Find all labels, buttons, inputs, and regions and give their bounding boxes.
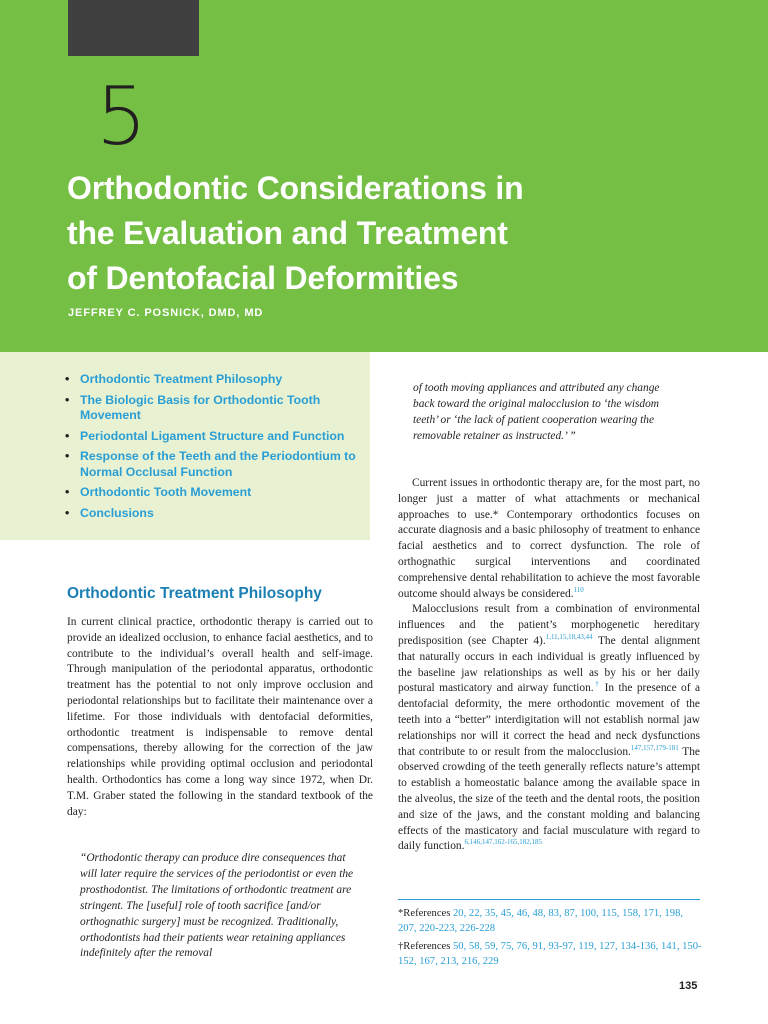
footnote-label: *References: [398, 908, 453, 919]
left-column-text: [67, 615, 373, 820]
chapter-title: [67, 166, 757, 301]
citation-ref[interactable]: †: [593, 680, 601, 689]
body-paragraph: [398, 476, 700, 602]
page-number: 135: [679, 980, 698, 992]
paragraph-text: Malocclusions result from a combination of environmental influences and the patient’s morphogenetic hereditary predisposition (see Chapter 4).: [398, 603, 700, 647]
outline-item[interactable]: • Response of the Teeth and the Periodontium to Normal Occlusal Function: [65, 449, 365, 480]
outline-item[interactable]: • Periodontal Ligament Structure and Function: [65, 429, 365, 445]
citation-ref[interactable]: 147,157,179-181: [630, 743, 679, 752]
outline-item[interactable]: • Orthodontic Tooth Movement: [65, 485, 365, 501]
footnote-refs[interactable]: 50, 58, 59, 75, 76, 91, 93-97, 119, 127, 134-136, 141, 150-152, 167, 213, 216, 229: [398, 941, 702, 967]
paragraph-text: The dental alignment that naturally occurs in each individual is greatly influenced by the baseline jaw relationships as well as by his or her daily postural masticatory and airway function.: [398, 634, 700, 695]
outline-item[interactable]: • Orthodontic Treatment Philosophy: [65, 372, 365, 388]
footnote: [398, 940, 703, 969]
paragraph-text: The observed crowding of the teeth generally reflects nature’s attempt to establish a homeostatic balance among the available space in the alveolus, the size of the teeth and the dental roots, the position and size of the jaws, and the constant molding and balancing effects of the masticatory and facial musculature with regard to daily function.: [398, 745, 700, 853]
body-paragraph: [398, 602, 700, 855]
chapter-title-line-3: of Dentofacial Deformities: [67, 260, 459, 296]
chapter-tab-marker: [68, 0, 199, 56]
paragraph-text: Current issues in orthodontic therapy are, for the most part, no longer just a matter of what attachments or mechanical approaches to use.* Contemporary orthodontics focuses on accurate diagnosis and a basic philosophy of treatment to enhance facial aesthetics and to correct dysfunction. The role of orthognathic surgical interventions and coordinated comprehensive dental rehabilitation to achieve the most favorable outcome should always be considered.: [398, 477, 700, 600]
chapter-title-line-1: Orthodontic Considerations in: [67, 170, 524, 206]
footnotes: [398, 907, 703, 973]
block-quote-text: “Orthodontic therapy can produce dire consequences that will later require the services of the periodontist or even the prosthodontist. The limitations of orthodontic treatment are stringent. The [useful] role of tooth sacrifice [and/or orthognathic surgery] must be recognized. Traditionally, orthodontists had their patients wear retaining appliances indefinitely after the removal: [80, 852, 354, 960]
chapter-author: JEFFREY C. POSNICK, DMD, MD: [68, 307, 264, 319]
block-quote: [80, 851, 360, 962]
footnote-label: †References: [398, 941, 453, 953]
footnote-refs[interactable]: 20, 22, 35, 45, 46, 48, 83, 87, 100, 115, 158, 171, 198, 207, 220-223, 226-228: [398, 908, 684, 934]
citation-ref[interactable]: 6,146,147,162-165,182,185: [464, 838, 543, 847]
outline-item[interactable]: • Conclusions: [65, 506, 365, 522]
chapter-title-line-2: the Evaluation and Treatment: [67, 215, 508, 251]
citation-ref[interactable]: 1,11,15,18,43,44: [545, 633, 593, 642]
footnote-divider: [398, 899, 700, 900]
block-quote-continued-text: of tooth moving appliances and attributed any change back toward the original malocclusion to ‘the wisdom teeth’ or ‘the lack of patient cooperation wearing the removable retainer as instructed.’ ”: [413, 382, 660, 442]
footnote: [398, 907, 703, 936]
body-paragraph: In current clinical practice, orthodontic therapy is carried out to provide an idealized occlusion, to enhance facial aesthetics, and to contribute to the individual’s overall health and self-image. Through manipulation of the periodontal apparatus, orthodontic treatment has the potential to not only improve occlusion and periodontal relationships but to facilitate their maintenance over a lifetime. For those individuals with dentofacial deformities, orthodontic treatment is indispensable to remove dental compensations, thereby allowing for the correction of the jaw relationships while providing optimal occlusion and periodontal health. Orthodontics has come a long way since 1972, when Dr. T.M. Graber stated the following in the standard textbook of the day:: [67, 616, 373, 818]
section-heading: Orthodontic Treatment Philosophy: [67, 585, 322, 602]
right-column-text: [398, 476, 700, 855]
citation-ref[interactable]: 110: [573, 585, 584, 594]
chapter-number: 5: [96, 70, 145, 163]
paragraph-text: In the presence of a dentofacial deformity, the mere orthodontic movement of the teeth into a “better” interdigitation will not establish normal jaw relationships nor will it correct the head and neck dysfunctions that contribute to or result from the malocclusion.: [398, 682, 700, 758]
outline-item[interactable]: • The Biologic Basis for Orthodontic Tooth Movement: [65, 393, 365, 424]
chapter-outline-list: [65, 372, 365, 526]
block-quote-continued: [413, 381, 668, 445]
